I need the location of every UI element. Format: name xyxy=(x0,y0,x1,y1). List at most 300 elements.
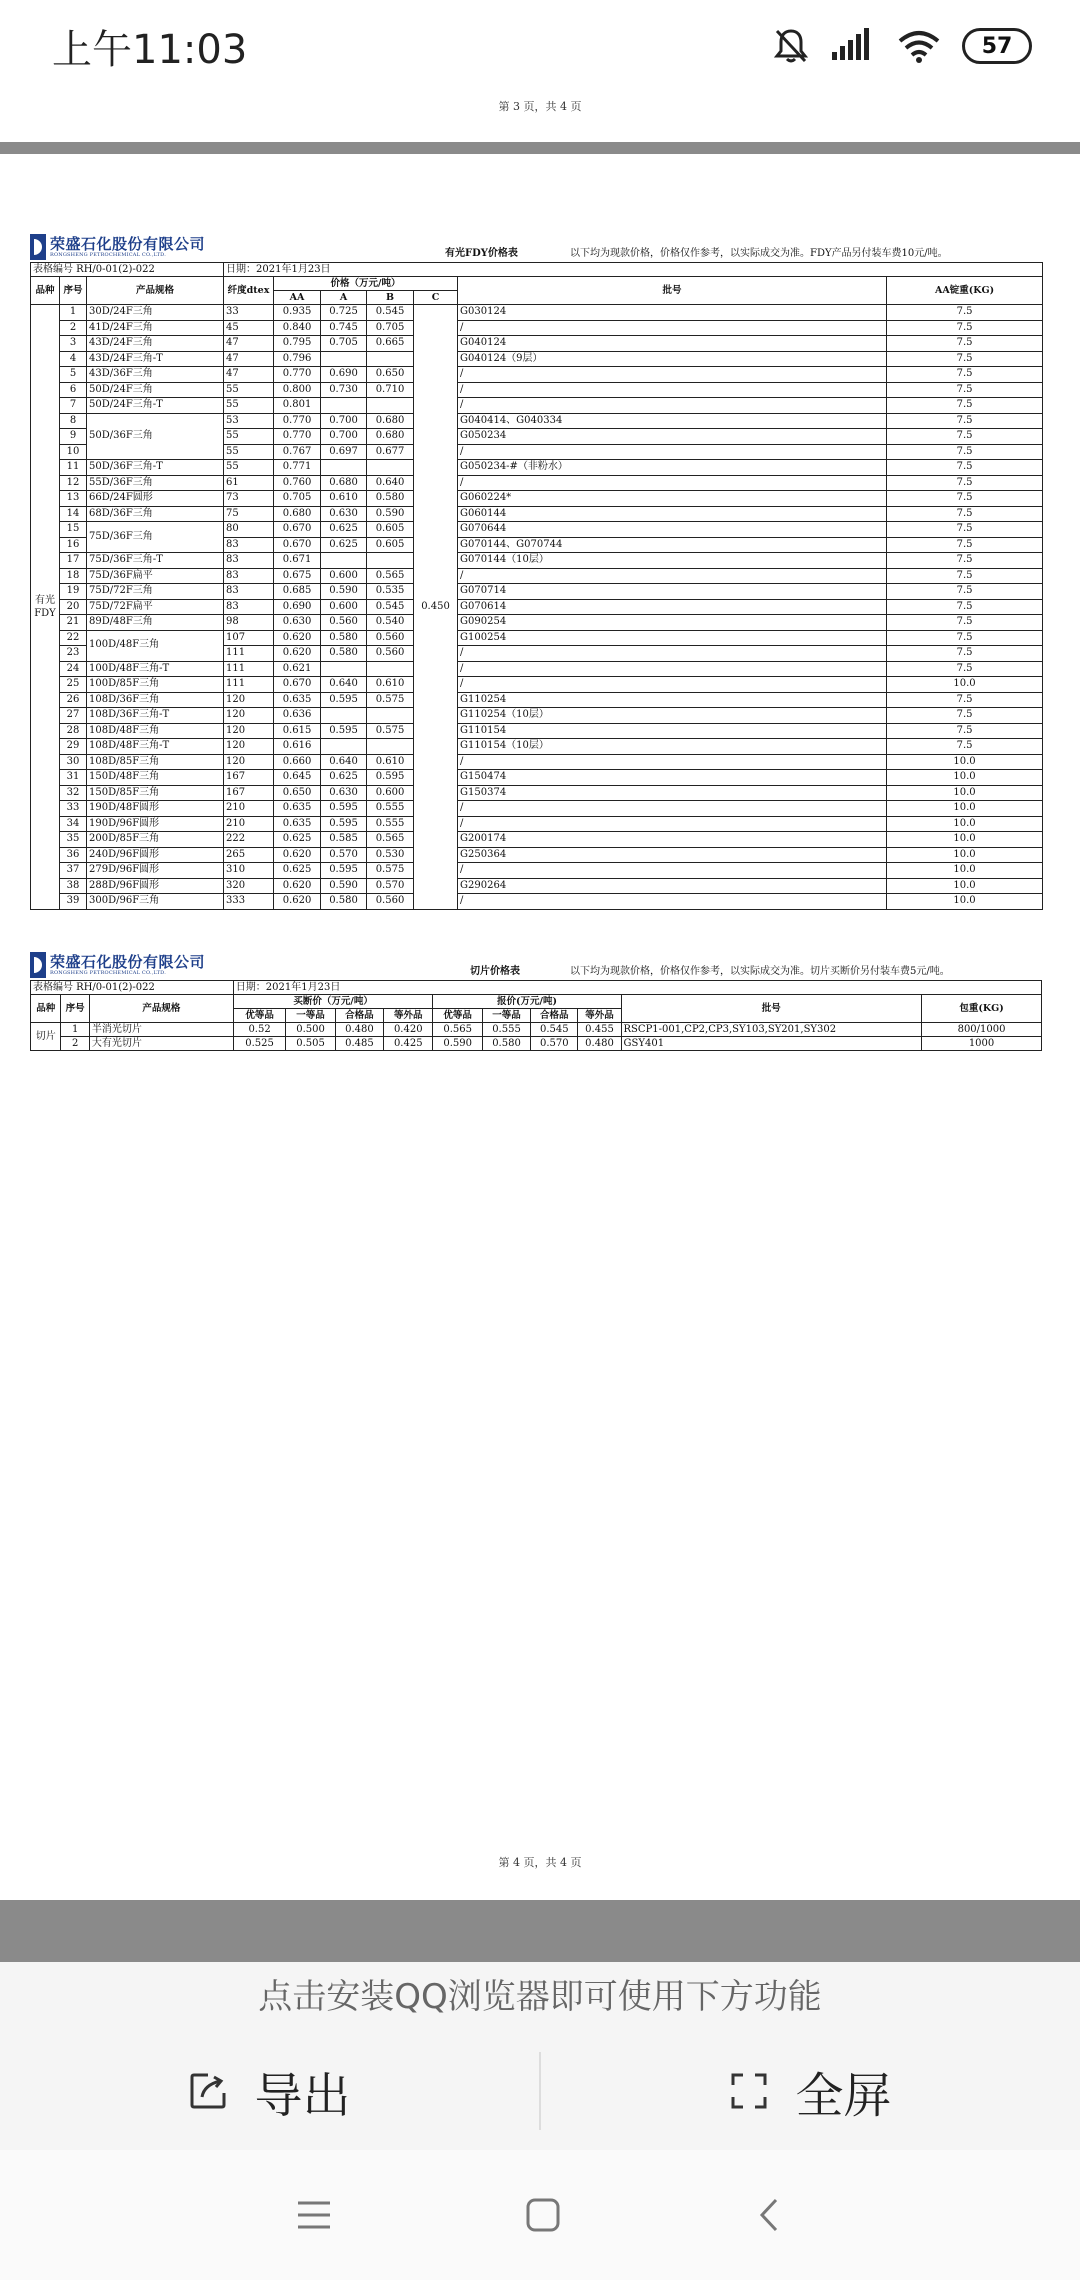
buyout-g2-cell: 0.500 xyxy=(286,1023,335,1037)
dtex-cell: 120 xyxy=(224,739,274,755)
dtex-cell: 320 xyxy=(224,878,274,894)
quote-g4-cell: 0.455 xyxy=(578,1023,621,1037)
weight-cell: 10.0 xyxy=(887,816,1043,832)
seq-cell: 6 xyxy=(60,382,87,398)
header-quote: 报价(万元/吨) xyxy=(433,995,621,1009)
table-row xyxy=(31,1037,1042,1051)
install-banner[interactable]: 点击安装QQ浏览器即可使用下方功能 xyxy=(0,1962,1080,2032)
batch-cell: / xyxy=(458,754,887,770)
table-row xyxy=(31,398,1043,414)
batch-cell: G090254 xyxy=(458,615,887,631)
seq-cell: 13 xyxy=(60,491,87,507)
price-a-cell: 0.680 xyxy=(321,475,367,491)
price-b-cell xyxy=(367,708,414,724)
dtex-cell: 83 xyxy=(224,568,274,584)
batch-cell: G050234 xyxy=(458,429,887,445)
back-icon[interactable] xyxy=(754,2197,784,2233)
price-a-cell xyxy=(321,553,367,569)
price-a-cell: 0.730 xyxy=(321,382,367,398)
header-batch: 批号 xyxy=(621,995,922,1023)
price-b-cell: 0.610 xyxy=(367,677,414,693)
seq-cell: 24 xyxy=(60,661,87,677)
dtex-cell: 55 xyxy=(224,429,274,445)
seq-cell: 29 xyxy=(60,739,87,755)
table-row xyxy=(31,708,1043,724)
price-aa-cell: 0.636 xyxy=(274,708,321,724)
price-a-cell: 0.690 xyxy=(321,367,367,383)
batch-cell: G150374 xyxy=(458,785,887,801)
seq-cell: 36 xyxy=(60,847,87,863)
price-b-cell: 0.680 xyxy=(367,413,414,429)
dtex-cell: 73 xyxy=(224,491,274,507)
price-b-cell: 0.530 xyxy=(367,847,414,863)
price-aa-cell: 0.620 xyxy=(274,894,321,910)
dtex-cell: 210 xyxy=(224,801,274,817)
buyout-g1-cell: 0.525 xyxy=(233,1037,286,1051)
price-aa-cell: 0.660 xyxy=(274,754,321,770)
dtex-cell: 83 xyxy=(224,584,274,600)
fullscreen-label: 全屏 xyxy=(795,2067,892,2124)
weight-cell: 7.5 xyxy=(887,723,1043,739)
dtex-cell: 222 xyxy=(224,832,274,848)
batch-cell: / xyxy=(458,863,887,879)
batch-cell: / xyxy=(458,568,887,584)
spec-cell: 108D/85F三角 xyxy=(87,754,224,770)
weight-cell: 7.5 xyxy=(887,413,1043,429)
price-a-cell xyxy=(321,398,367,414)
header-seq: 序号 xyxy=(60,277,87,305)
spec-cell: 100D/48F三角-T xyxy=(87,661,224,677)
spec-cell: 288D/96F圆形 xyxy=(87,878,224,894)
header-seq: 序号 xyxy=(61,995,89,1023)
price-aa-cell: 0.670 xyxy=(274,522,321,538)
price-b-cell: 0.580 xyxy=(367,491,414,507)
batch-cell: G070614 xyxy=(458,599,887,615)
batch-cell: / xyxy=(458,801,887,817)
header-dtex: 纤度dtex xyxy=(224,277,274,305)
price-aa-cell: 0.680 xyxy=(274,506,321,522)
company-name-en: RONGSHENG PETROCHEMICAL CO.,LTD. xyxy=(50,251,166,258)
seq-cell: 8 xyxy=(60,413,87,429)
price-b-cell: 0.665 xyxy=(367,336,414,352)
price-a-cell: 0.580 xyxy=(321,630,367,646)
fdy-table-body xyxy=(31,305,1043,910)
weight-cell: 10.0 xyxy=(887,754,1043,770)
price-aa-cell: 0.801 xyxy=(274,398,321,414)
mute-icon xyxy=(772,27,810,65)
weight-cell: 7.5 xyxy=(887,305,1043,321)
seq-cell: 5 xyxy=(60,367,87,383)
spec-cell: 43D/24F三角 xyxy=(87,336,224,352)
spec-cell: 半消光切片 xyxy=(89,1023,233,1037)
price-b-cell: 0.680 xyxy=(367,429,414,445)
seq-cell: 22 xyxy=(60,630,87,646)
price-a-cell: 0.630 xyxy=(321,785,367,801)
spec-cell: 50D/24F三角-T xyxy=(87,398,224,414)
price-aa-cell: 0.795 xyxy=(274,336,321,352)
weight-cell: 10.0 xyxy=(887,832,1043,848)
sheet-date: 日期：2021年1月23日 xyxy=(224,263,1043,277)
table-row xyxy=(31,615,1043,631)
seq-cell: 35 xyxy=(60,832,87,848)
batch-cell: RSCP1-001,CP2,CP3,SY103,SY201,SY302 xyxy=(621,1023,922,1037)
fdy-table-note: 以下均为现款价格，价格仅作参考，以实际成交为准。FDY产品另付装车费10元/吨。 xyxy=(570,248,948,259)
chip-price-sheet xyxy=(30,950,1050,1051)
seq-cell: 12 xyxy=(60,475,87,491)
batch-cell: / xyxy=(458,816,887,832)
header-weight: AA锭重(KG) xyxy=(887,277,1043,305)
dtex-cell: 120 xyxy=(224,754,274,770)
seq-cell: 1 xyxy=(60,305,87,321)
batch-cell: GSY401 xyxy=(621,1037,922,1051)
spec-cell: 75D/36F三角-T xyxy=(87,553,224,569)
dtex-cell: 333 xyxy=(224,894,274,910)
spec-cell: 190D/96F圆形 xyxy=(87,816,224,832)
dtex-cell: 111 xyxy=(224,661,274,677)
weight-cell: 7.5 xyxy=(887,382,1043,398)
header-spec: 产品规格 xyxy=(89,995,233,1023)
dtex-cell: 83 xyxy=(224,537,274,553)
price-aa-cell: 0.616 xyxy=(274,739,321,755)
price-b-cell xyxy=(367,351,414,367)
price-a-cell: 0.625 xyxy=(321,537,367,553)
table-row xyxy=(31,413,1043,429)
company-name-en: RONGSHENG PETROCHEMICAL CO.,LTD. xyxy=(50,969,166,976)
table-row xyxy=(31,692,1043,708)
dtex-cell: 47 xyxy=(224,336,274,352)
batch-cell: G200174 xyxy=(458,832,887,848)
battery-level: 57 xyxy=(981,33,1013,59)
price-b-cell: 0.575 xyxy=(367,692,414,708)
weight-cell: 7.5 xyxy=(887,630,1043,646)
weight-cell: 10.0 xyxy=(887,894,1043,910)
dtex-cell: 111 xyxy=(224,646,274,662)
weight-cell: 7.5 xyxy=(887,584,1043,600)
header-grade-c: C xyxy=(414,291,458,305)
price-a-cell: 0.570 xyxy=(321,847,367,863)
spec-cell: 50D/36F三角 xyxy=(87,413,224,460)
price-a-cell xyxy=(321,661,367,677)
weight-cell: 10.0 xyxy=(887,770,1043,786)
quote-g3-cell: 0.570 xyxy=(531,1037,578,1051)
price-b-cell: 0.605 xyxy=(367,522,414,538)
action-bar xyxy=(0,2032,1080,2150)
price-aa-cell: 0.675 xyxy=(274,568,321,584)
price-a-cell: 0.595 xyxy=(321,801,367,817)
seq-cell: 31 xyxy=(60,770,87,786)
dtex-cell: 120 xyxy=(224,708,274,724)
spec-cell: 279D/96F圆形 xyxy=(87,863,224,879)
price-a-cell xyxy=(321,739,367,755)
dtex-cell: 55 xyxy=(224,444,274,460)
header-grade-aa: AA xyxy=(274,291,321,305)
price-aa-cell: 0.625 xyxy=(274,832,321,848)
price-a-cell: 0.595 xyxy=(321,816,367,832)
header-quote-g2: 一等品 xyxy=(482,1009,530,1023)
seq-cell: 32 xyxy=(60,785,87,801)
seq-cell: 39 xyxy=(60,894,87,910)
dtex-cell: 83 xyxy=(224,599,274,615)
price-b-cell: 0.677 xyxy=(367,444,414,460)
table-row xyxy=(31,382,1043,398)
spec-cell: 66D/24F圆形 xyxy=(87,491,224,507)
table-row xyxy=(31,816,1043,832)
price-aa-cell: 0.771 xyxy=(274,460,321,476)
batch-cell: / xyxy=(458,894,887,910)
spec-cell: 43D/36F三角 xyxy=(87,367,224,383)
price-aa-cell: 0.770 xyxy=(274,367,321,383)
price-a-cell: 0.745 xyxy=(321,320,367,336)
price-aa-cell: 0.796 xyxy=(274,351,321,367)
table-row xyxy=(31,367,1043,383)
price-b-cell: 0.575 xyxy=(367,723,414,739)
price-b-cell: 0.555 xyxy=(367,801,414,817)
price-b-cell: 0.560 xyxy=(367,646,414,662)
header-buyout-g2: 一等品 xyxy=(286,1009,335,1023)
buyout-g3-cell: 0.485 xyxy=(335,1037,383,1051)
table-row xyxy=(31,832,1043,848)
batch-cell: G050234-#（非粉水） xyxy=(458,460,887,476)
price-a-cell: 0.700 xyxy=(321,429,367,445)
table-row xyxy=(31,723,1043,739)
weight-cell: 7.5 xyxy=(887,708,1043,724)
dtex-cell: 98 xyxy=(224,615,274,631)
fdy-price-sheet xyxy=(30,232,1050,910)
fullscreen-button[interactable] xyxy=(541,2032,1080,2150)
price-aa-cell: 0.670 xyxy=(274,537,321,553)
seq-cell: 14 xyxy=(60,506,87,522)
price-b-cell: 0.575 xyxy=(367,863,414,879)
header-quote-g3: 合格品 xyxy=(531,1009,578,1023)
price-b-cell: 0.560 xyxy=(367,894,414,910)
spec-cell: 30D/24F三角 xyxy=(87,305,224,321)
status-bar xyxy=(0,0,1080,92)
header-grade-b: B xyxy=(367,291,414,305)
table-row xyxy=(31,553,1043,569)
seq-cell: 9 xyxy=(60,429,87,445)
spec-cell: 大有光切片 xyxy=(89,1037,233,1051)
export-button[interactable] xyxy=(0,2032,539,2150)
seq-cell: 26 xyxy=(60,692,87,708)
price-aa-cell: 0.625 xyxy=(274,863,321,879)
chip-table-title: 切片价格表 xyxy=(470,966,520,977)
table-row xyxy=(31,336,1043,352)
batch-cell: G070644 xyxy=(458,522,887,538)
price-a-cell: 0.640 xyxy=(321,677,367,693)
price-a-cell: 0.625 xyxy=(321,770,367,786)
header-quote-g4: 等外品 xyxy=(578,1009,621,1023)
export-icon xyxy=(188,2071,228,2111)
dtex-cell: 80 xyxy=(224,522,274,538)
logo-mark-icon xyxy=(30,234,46,260)
weight-cell: 7.5 xyxy=(887,398,1043,414)
price-aa-cell: 0.670 xyxy=(274,677,321,693)
header-category: 品种 xyxy=(31,995,61,1023)
weight-cell: 7.5 xyxy=(887,661,1043,677)
dtex-cell: 47 xyxy=(224,351,274,367)
price-a-cell: 0.580 xyxy=(321,894,367,910)
table-row xyxy=(31,506,1043,522)
table-row xyxy=(31,739,1043,755)
price-aa-cell: 0.685 xyxy=(274,584,321,600)
weight-cell: 7.5 xyxy=(887,646,1043,662)
price-aa-cell: 0.635 xyxy=(274,692,321,708)
menu-icon[interactable] xyxy=(296,2200,332,2230)
seq-cell: 25 xyxy=(60,677,87,693)
seq-cell: 2 xyxy=(60,320,87,336)
table-row xyxy=(31,863,1043,879)
weight-cell: 7.5 xyxy=(887,615,1043,631)
seq-cell: 16 xyxy=(60,537,87,553)
seq-cell: 18 xyxy=(60,568,87,584)
batch-cell: G100254 xyxy=(458,630,887,646)
seq-cell: 27 xyxy=(60,708,87,724)
weight-cell: 10.0 xyxy=(887,863,1043,879)
table-row xyxy=(31,599,1043,615)
weight-cell: 7.5 xyxy=(887,336,1043,352)
price-aa-cell: 0.635 xyxy=(274,801,321,817)
price-b-cell: 0.710 xyxy=(367,382,414,398)
price-b-cell: 0.595 xyxy=(367,770,414,786)
company-logo xyxy=(30,234,205,260)
table-row xyxy=(31,320,1043,336)
batch-cell: / xyxy=(458,475,887,491)
dtex-cell: 45 xyxy=(224,320,274,336)
chip-table-body xyxy=(31,1023,1042,1051)
price-b-cell xyxy=(367,553,414,569)
batch-cell: / xyxy=(458,444,887,460)
buyout-g3-cell: 0.480 xyxy=(335,1023,383,1037)
price-b-cell: 0.545 xyxy=(367,305,414,321)
spec-cell: 75D/36F扁平 xyxy=(87,568,224,584)
spec-cell: 50D/24F三角 xyxy=(87,382,224,398)
price-a-cell: 0.595 xyxy=(321,692,367,708)
wifi-icon xyxy=(898,29,940,63)
batch-cell: / xyxy=(458,367,887,383)
header-price: 价格（万元/吨） xyxy=(274,277,458,291)
home-icon[interactable] xyxy=(525,2197,561,2233)
spec-cell: 55D/36F三角 xyxy=(87,475,224,491)
batch-cell: G070714 xyxy=(458,584,887,600)
category-cell: 有光FDY xyxy=(31,305,60,910)
dtex-cell: 265 xyxy=(224,847,274,863)
spec-cell: 75D/36F三角 xyxy=(87,522,224,553)
price-b-cell: 0.610 xyxy=(367,754,414,770)
batch-cell: G150474 xyxy=(458,770,887,786)
header-grade-a: A xyxy=(321,291,367,305)
spec-cell: 75D/72F扁平 xyxy=(87,599,224,615)
weight-cell: 7.5 xyxy=(887,444,1043,460)
header-weight: 包重(KG) xyxy=(922,995,1042,1023)
seq-cell: 10 xyxy=(60,444,87,460)
weight-cell: 7.5 xyxy=(887,367,1043,383)
system-nav-bar xyxy=(0,2150,1080,2280)
price-a-cell: 0.600 xyxy=(321,568,367,584)
seq-cell: 30 xyxy=(60,754,87,770)
category-cell: 切片 xyxy=(31,1023,61,1051)
buyout-g4-cell: 0.420 xyxy=(384,1023,433,1037)
table-row xyxy=(31,754,1043,770)
table-row xyxy=(31,894,1043,910)
weight-cell: 800/1000 xyxy=(922,1023,1042,1037)
seq-cell: 11 xyxy=(60,460,87,476)
price-aa-cell: 0.705 xyxy=(274,491,321,507)
spec-cell: 300D/96F三角 xyxy=(87,894,224,910)
batch-cell: G070144、G070744 xyxy=(458,537,887,553)
dtex-cell: 53 xyxy=(224,413,274,429)
table-row xyxy=(31,677,1043,693)
price-aa-cell: 0.671 xyxy=(274,553,321,569)
price-c-cell: 0.450 xyxy=(414,305,458,910)
price-aa-cell: 0.760 xyxy=(274,475,321,491)
status-time: 上午11:03 xyxy=(52,27,248,73)
spec-cell: 75D/72F三角 xyxy=(87,584,224,600)
weight-cell: 7.5 xyxy=(887,692,1043,708)
weight-cell: 7.5 xyxy=(887,553,1043,569)
quote-g3-cell: 0.545 xyxy=(531,1023,578,1037)
price-aa-cell: 0.621 xyxy=(274,661,321,677)
quote-g2-cell: 0.580 xyxy=(482,1037,530,1051)
table-row xyxy=(31,770,1043,786)
batch-cell: G040124（9层） xyxy=(458,351,887,367)
chip-table-note: 以下均为现款价格，价格仅作参考，以实际成交为准。切片买断价另付装车费5元/吨。 xyxy=(570,966,950,977)
spec-cell: 50D/36F三角-T xyxy=(87,460,224,476)
seq-cell: 19 xyxy=(60,584,87,600)
batch-cell: G040124 xyxy=(458,336,887,352)
batch-cell: G040414、G040334 xyxy=(458,413,887,429)
dtex-cell: 33 xyxy=(224,305,274,321)
header-category: 品种 xyxy=(31,277,60,305)
batch-cell: / xyxy=(458,646,887,662)
batch-cell: / xyxy=(458,320,887,336)
seq-cell: 23 xyxy=(60,646,87,662)
seq-cell: 3 xyxy=(60,336,87,352)
signal-icon xyxy=(832,28,876,64)
price-a-cell: 0.705 xyxy=(321,336,367,352)
price-b-cell: 0.560 xyxy=(367,630,414,646)
weight-cell: 7.5 xyxy=(887,537,1043,553)
dtex-cell: 55 xyxy=(224,398,274,414)
dtex-cell: 210 xyxy=(224,816,274,832)
price-b-cell: 0.605 xyxy=(367,537,414,553)
price-b-cell: 0.590 xyxy=(367,506,414,522)
fdy-table-title: 有光FDY价格表 xyxy=(445,248,518,259)
batch-cell: G110254 xyxy=(458,692,887,708)
seq-cell: 37 xyxy=(60,863,87,879)
price-a-cell: 0.700 xyxy=(321,413,367,429)
seq-cell: 28 xyxy=(60,723,87,739)
weight-cell: 10.0 xyxy=(887,677,1043,693)
table-row xyxy=(31,630,1043,646)
header-spec: 产品规格 xyxy=(87,277,224,305)
spec-cell: 68D/36F三角 xyxy=(87,506,224,522)
price-a-cell: 0.600 xyxy=(321,599,367,615)
price-b-cell: 0.650 xyxy=(367,367,414,383)
price-a-cell xyxy=(321,708,367,724)
seq-cell: 17 xyxy=(60,553,87,569)
page-label-top: 第 3 页，共 4 页 xyxy=(498,100,582,113)
header-buyout-g3: 合格品 xyxy=(335,1009,383,1023)
header-buyout-g4: 等外品 xyxy=(384,1009,433,1023)
price-aa-cell: 0.767 xyxy=(274,444,321,460)
batch-cell: / xyxy=(458,677,887,693)
company-logo xyxy=(30,952,205,978)
weight-cell: 10.0 xyxy=(887,801,1043,817)
dtex-cell: 55 xyxy=(224,460,274,476)
batch-cell: G250364 xyxy=(458,847,887,863)
logo-mark-icon xyxy=(30,952,46,978)
price-a-cell: 0.590 xyxy=(321,584,367,600)
